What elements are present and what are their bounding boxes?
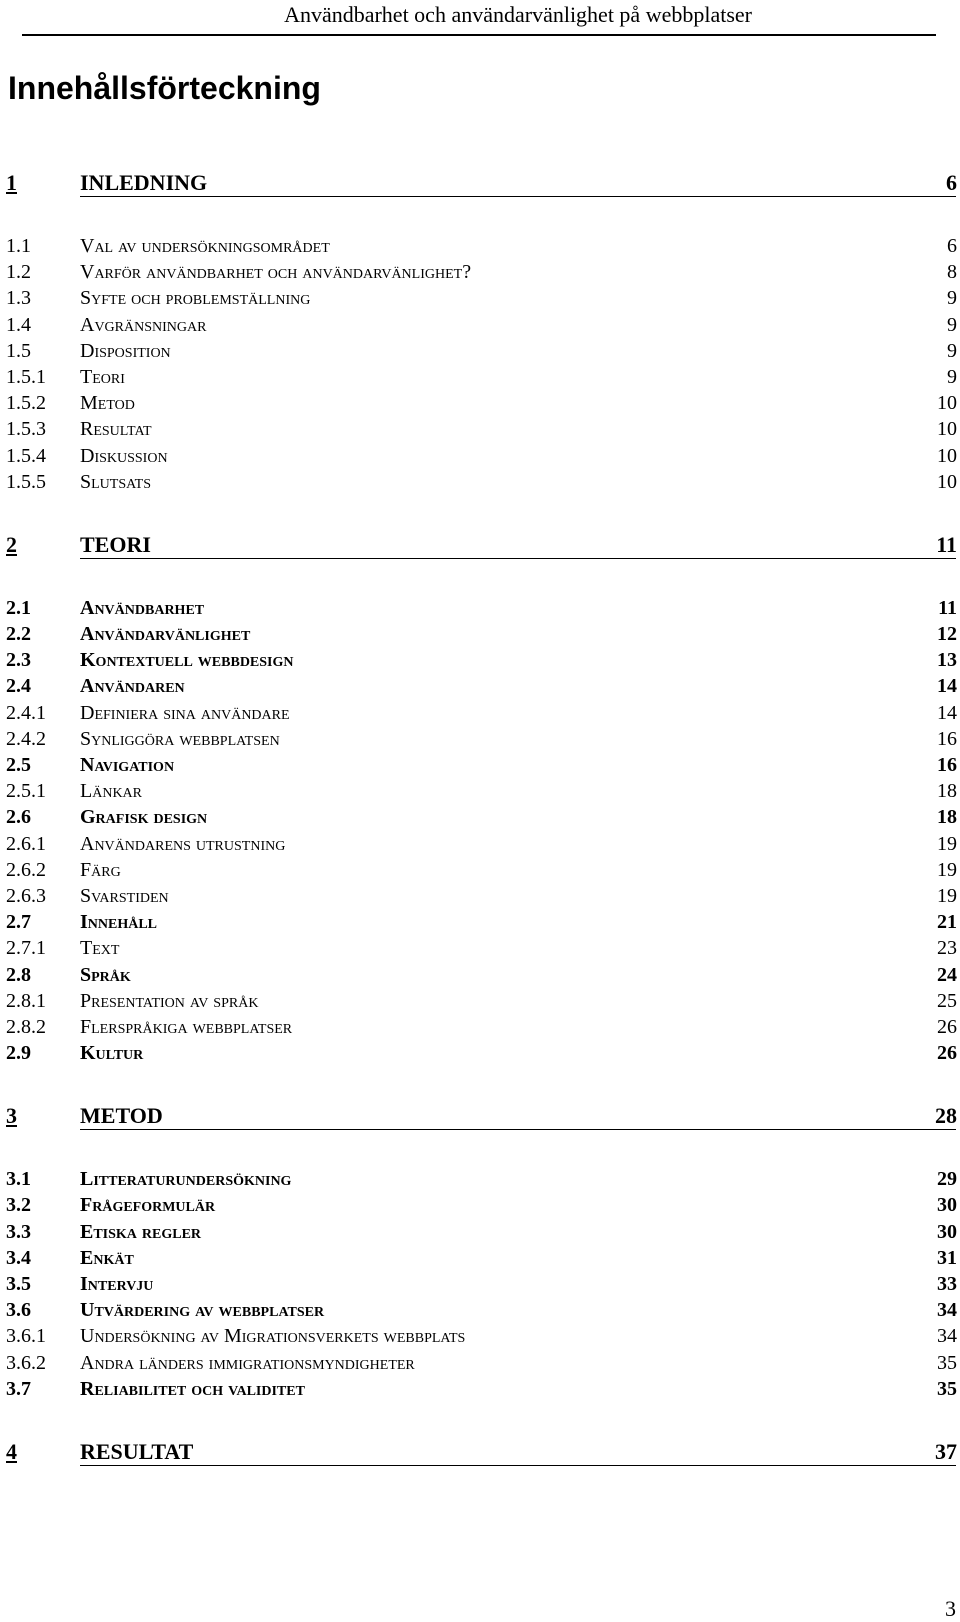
toc-entry-title: Navigation <box>80 754 175 776</box>
toc-entry-page: 14 <box>937 675 957 698</box>
toc-entry-number: 1.5.2 <box>6 392 46 415</box>
toc-entry-title: Val av undersökningsområdet <box>80 235 330 257</box>
toc-entry[interactable] <box>0 1272 960 1298</box>
toc-entry[interactable] <box>0 1101 960 1131</box>
toc-chapter-underline <box>80 1129 956 1130</box>
toc-entry-number: 1 <box>6 170 17 195</box>
toc-entry[interactable] <box>0 1298 960 1324</box>
toc-entry-title: Metod <box>80 392 135 415</box>
toc-entry-title: Användbarhet <box>80 596 205 619</box>
toc-entry[interactable] <box>0 286 960 312</box>
toc-entry[interactable] <box>0 805 960 831</box>
toc-entry-page: 29 <box>937 1168 957 1191</box>
toc-entry[interactable] <box>0 753 960 779</box>
toc-entry-title: Text <box>80 937 120 960</box>
toc-entry[interactable] <box>0 858 960 884</box>
toc-entry-page: 30 <box>937 1194 957 1217</box>
toc-entry-page: 9 <box>947 339 957 362</box>
toc-entry[interactable] <box>0 530 960 560</box>
toc-entry-number: 2.8.1 <box>6 989 46 1012</box>
toc-entry-number: 2 <box>6 531 17 557</box>
toc-entry-title: Kultur <box>80 1042 144 1065</box>
toc-entry-title: Grafisk design <box>80 806 208 829</box>
toc-entry-number: 2.5 <box>6 754 31 776</box>
toc-entry-page: 35 <box>937 1377 957 1400</box>
toc-entry[interactable] <box>0 1377 960 1403</box>
toc-entry[interactable] <box>0 910 960 936</box>
toc-entry-title: Färg <box>80 858 121 881</box>
toc-entry-number: 3.5 <box>6 1273 31 1295</box>
toc-entry-number: 2.4 <box>6 675 31 698</box>
toc-entry[interactable] <box>0 470 960 496</box>
toc-entry-number: 2.6.3 <box>6 885 46 907</box>
toc-entry[interactable] <box>0 1220 960 1246</box>
toc-entry[interactable] <box>0 701 960 727</box>
toc-entry-title: Litteraturundersökning <box>80 1168 292 1191</box>
toc-entry-title: Resultat <box>80 418 152 441</box>
toc-entry-page: 14 <box>937 701 957 724</box>
toc-entry-number: 2.1 <box>6 596 31 619</box>
toc-entry-page: 34 <box>937 1299 957 1322</box>
toc-entry-number: 2.3 <box>6 649 31 672</box>
toc-title: Innehållsförteckning <box>8 70 321 106</box>
toc-chapter-underline <box>80 196 956 197</box>
toc-entry-page: 19 <box>937 832 957 855</box>
toc-entry[interactable] <box>0 1246 960 1272</box>
toc-entry-title: TEORI <box>80 531 151 557</box>
toc-entry[interactable] <box>0 936 960 962</box>
toc-entry-number: 1.5.5 <box>6 470 46 493</box>
toc-entry-page: 19 <box>937 885 957 907</box>
toc-entry-title: Användaren <box>80 675 185 698</box>
toc-entry-title: Presentation av språk <box>80 989 259 1012</box>
toc-entry-page: 10 <box>937 392 957 415</box>
toc-entry-number: 2.9 <box>6 1042 31 1065</box>
toc-entry-page: 31 <box>937 1246 957 1269</box>
toc-entry[interactable] <box>0 989 960 1015</box>
toc-entry-title: Frågeformulär <box>80 1194 216 1217</box>
toc-entry-title: Disposition <box>80 339 171 362</box>
toc-entry-page: 24 <box>937 963 957 986</box>
toc-entry-number: 1.5 <box>6 339 31 362</box>
toc-entry[interactable] <box>0 339 960 365</box>
toc-entry-title: Kontextuell webbdesign <box>80 649 294 672</box>
toc-entry-number: 1.5.1 <box>6 366 46 388</box>
toc-entry-title: METOD <box>80 1103 163 1129</box>
toc-entry[interactable] <box>0 234 960 260</box>
toc-entry-title: Innehåll <box>80 911 158 934</box>
toc-chapter-underline <box>80 558 956 559</box>
toc-entry-page: 10 <box>937 418 957 441</box>
toc-entry-page: 9 <box>947 287 957 310</box>
toc-entry-number: 2.6.1 <box>6 832 46 855</box>
toc-entry[interactable] <box>0 1193 960 1219</box>
toc-entry-number: 1.5.3 <box>6 418 46 441</box>
toc-entry[interactable] <box>0 832 960 858</box>
toc-entry-number: 1.4 <box>6 313 31 336</box>
toc-entry-number: 2.4.1 <box>6 701 46 724</box>
toc-entry-page: 13 <box>937 649 957 672</box>
toc-entry-number: 2.4.2 <box>6 727 46 750</box>
toc-entry-title: INLEDNING <box>80 170 208 195</box>
toc-entry-title: Andra länders immigrationsmyndigheter <box>80 1351 415 1374</box>
toc-entry-number: 2.6.2 <box>6 858 46 881</box>
toc-entry[interactable] <box>0 1351 960 1377</box>
toc-entry-title: Svarstiden <box>80 885 169 907</box>
toc-entry-title: RESULTAT <box>80 1438 194 1464</box>
toc-entry-title: Varför användbarhet och användarvänlighet? <box>80 261 472 284</box>
toc-entry-page: 9 <box>947 366 957 388</box>
toc-entry-number: 3 <box>6 1103 17 1129</box>
toc-entry-title: Teori <box>80 366 125 388</box>
toc-entry-number: 2.7.1 <box>6 937 46 960</box>
toc-entry[interactable] <box>0 596 960 622</box>
toc-entry[interactable] <box>0 444 960 470</box>
toc-entry-title: Användarens utrustning <box>80 832 286 855</box>
toc-entry[interactable] <box>0 417 960 443</box>
toc-entry[interactable] <box>0 260 960 286</box>
toc-entry-page: 8 <box>947 261 957 284</box>
toc-entry-number: 3.4 <box>6 1246 31 1269</box>
toc-entry-page: 11 <box>938 596 957 619</box>
toc-entry-title: Länkar <box>80 780 142 803</box>
toc-entry[interactable] <box>0 168 960 198</box>
toc-entry-page: 11 <box>936 531 957 557</box>
toc-entry-number: 2.2 <box>6 623 31 645</box>
toc-entry[interactable] <box>0 313 960 339</box>
toc-entry-title: Språk <box>80 963 131 986</box>
toc-entry-number: 2.5.1 <box>6 780 46 803</box>
toc-entry-page: 25 <box>937 989 957 1012</box>
toc-entry[interactable] <box>0 648 960 674</box>
toc-entry-number: 2.6 <box>6 806 31 829</box>
toc-entry-number: 1.1 <box>6 235 31 257</box>
toc-entry-page: 10 <box>937 470 957 493</box>
toc-entry[interactable] <box>0 1167 960 1193</box>
toc-entry-title: Avgränsningar <box>80 313 207 336</box>
toc-entry-page: 21 <box>937 911 957 934</box>
toc-entry-title: Slutsats <box>80 470 152 493</box>
toc-entry[interactable] <box>0 1041 960 1067</box>
toc-entry-page: 28 <box>935 1103 957 1129</box>
toc-entry-page: 34 <box>937 1325 957 1348</box>
header-title: Användbarhet och användarvänlighet på webbplatser <box>284 2 752 27</box>
toc-entry-number: 3.3 <box>6 1220 31 1243</box>
toc-entry-number: 3.6 <box>6 1299 31 1322</box>
toc-entry-number: 4 <box>6 1438 17 1464</box>
toc-entry-title: Intervju <box>80 1273 154 1295</box>
toc-entry[interactable] <box>0 674 960 700</box>
toc-entry-title: Användarvänlighet <box>80 623 251 645</box>
toc-entry-title: Syfte och problemställning <box>80 287 311 310</box>
toc-entry-title: Etiska regler <box>80 1220 202 1243</box>
toc-entry-page: 26 <box>937 1016 957 1038</box>
toc-entry-page: 30 <box>937 1220 957 1243</box>
toc-entry[interactable] <box>0 884 960 910</box>
toc-entry-number: 3.1 <box>6 1168 31 1191</box>
toc-entry[interactable] <box>0 779 960 805</box>
toc-entry-number: 3.6.1 <box>6 1325 46 1348</box>
toc-entry-number: 3.7 <box>6 1377 31 1400</box>
toc-entry[interactable] <box>0 727 960 753</box>
toc-entry-page: 33 <box>937 1273 957 1295</box>
toc-entry-number: 1.3 <box>6 287 31 310</box>
toc-entry-number: 1.2 <box>6 261 31 284</box>
toc-entry-page: 9 <box>947 313 957 336</box>
toc-entry[interactable] <box>0 1437 960 1467</box>
toc-entry[interactable] <box>0 365 960 391</box>
toc-entry-page: 18 <box>937 806 957 829</box>
toc-entry-title: Synliggöra webbplatsen <box>80 727 280 750</box>
toc-entry-page: 23 <box>937 937 957 960</box>
toc-entry-number: 1.5.4 <box>6 444 46 467</box>
toc-entry[interactable] <box>0 622 960 648</box>
toc-entry-number: 3.2 <box>6 1194 31 1217</box>
toc-entry[interactable] <box>0 1324 960 1350</box>
toc-entry-title: Undersökning av Migrationsverkets webbplats <box>80 1325 466 1348</box>
toc-entry-page: 12 <box>937 623 957 645</box>
toc-entry-number: 3.6.2 <box>6 1351 46 1374</box>
toc-chapter-underline <box>80 1465 956 1466</box>
toc-entry-page: 16 <box>937 754 957 776</box>
toc-entry-title: Flerspråkiga webbplatser <box>80 1016 293 1038</box>
toc-entry-title: Reliabilitet och validitet <box>80 1377 305 1400</box>
toc-entry[interactable] <box>0 1015 960 1041</box>
toc-entry-page: 16 <box>937 727 957 750</box>
toc-entry-page: 26 <box>937 1042 957 1065</box>
toc-entry-page: 10 <box>937 444 957 467</box>
toc-entry-page: 37 <box>935 1438 957 1464</box>
toc-entry-title: Definiera sina användare <box>80 701 290 724</box>
toc-entry-page: 6 <box>946 170 957 195</box>
toc-entry-number: 2.8.2 <box>6 1016 46 1038</box>
page-number: 3 <box>945 1596 956 1621</box>
toc-entry-title: Enkät <box>80 1246 134 1269</box>
toc-entry[interactable] <box>0 391 960 417</box>
toc-entry-page: 19 <box>937 858 957 881</box>
toc-entry-page: 6 <box>947 235 957 257</box>
toc-entry-number: 2.8 <box>6 963 31 986</box>
toc-entry-title: Diskussion <box>80 444 168 467</box>
toc-entry-page: 18 <box>937 780 957 803</box>
toc-entry-page: 35 <box>937 1351 957 1374</box>
toc-entry-number: 2.7 <box>6 911 31 934</box>
toc-entry-title: Utvärdering av webbplatser <box>80 1299 325 1322</box>
toc-entry[interactable] <box>0 963 960 989</box>
